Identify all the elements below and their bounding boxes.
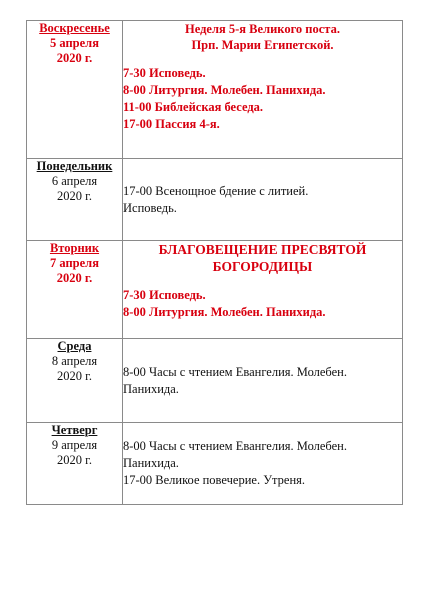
service-line: 7-30 Исповедь. xyxy=(123,288,206,302)
service-line: Исповедь. xyxy=(123,200,177,215)
table-row-tuesday xyxy=(27,241,403,339)
day-name: Воскресенье xyxy=(39,21,110,35)
services-cell-tuesday xyxy=(123,241,403,339)
services-cell-thursday xyxy=(123,423,403,505)
feast-heading-line: Неделя 5-я Великого поста. xyxy=(185,22,340,36)
feast-heading-line: БЛАГОВЕЩЕНИЕ ПРЕСВЯТОЙ xyxy=(158,242,367,257)
service-line: 8-00 Литургия. Молебен. Панихида. xyxy=(123,305,326,319)
service-line: 17-00 Пассия 4-я. xyxy=(123,117,220,131)
day-year: 2020 г. xyxy=(57,189,92,203)
day-cell-tuesday xyxy=(27,241,123,339)
service-line: 17-00 Великое повечерие. Утреня. xyxy=(123,473,306,487)
day-name: Понедельник xyxy=(36,159,113,173)
table-row-thursday xyxy=(27,423,403,505)
day-year: 2020 г. xyxy=(57,369,92,383)
feast-heading-line: Прп. Марии Египетской. xyxy=(191,38,334,52)
day-cell-monday xyxy=(27,159,123,241)
services-cell-monday xyxy=(123,159,403,241)
day-name: Среда xyxy=(57,339,92,353)
day-name: Вторник xyxy=(49,241,100,255)
service-line: 8-00 Часы с чтением Евангелия. Молебен. xyxy=(123,364,347,379)
service-line: 8-00 Часы с чтением Евангелия. Молебен. xyxy=(123,439,347,453)
day-year: 2020 г. xyxy=(57,453,92,467)
day-date: 5 апреля xyxy=(50,36,99,50)
table-row-monday xyxy=(27,159,403,241)
services-cell-sunday xyxy=(123,21,403,159)
day-date: 6 апреля xyxy=(51,174,98,188)
day-date: 7 апреля xyxy=(50,256,99,270)
day-cell-thursday xyxy=(27,423,123,505)
services-cell-wednesday xyxy=(123,339,403,423)
table-row-sunday xyxy=(27,21,403,159)
service-line: 11-00 Библейская беседа. xyxy=(123,100,264,114)
service-line: Панихида. xyxy=(123,381,179,396)
service-line: Панихида. xyxy=(123,456,179,470)
day-year: 2020 г. xyxy=(56,271,93,285)
service-line: 17-00 Всенощное бдение с литией. xyxy=(123,183,309,198)
feast-heading-line: БОГОРОДИЦЫ xyxy=(212,259,313,274)
day-year: 2020 г. xyxy=(56,51,93,65)
day-date: 9 апреля xyxy=(51,438,98,452)
service-line: 7-30 Исповедь. xyxy=(123,66,206,80)
day-cell-wednesday xyxy=(27,339,123,423)
day-date: 8 апреля xyxy=(51,354,98,368)
schedule-table xyxy=(26,20,403,505)
day-name: Четверг xyxy=(51,423,98,437)
service-line: 8-00 Литургия. Молебен. Панихида. xyxy=(123,83,326,97)
day-cell-sunday xyxy=(27,21,123,159)
table-row-wednesday xyxy=(27,339,403,423)
